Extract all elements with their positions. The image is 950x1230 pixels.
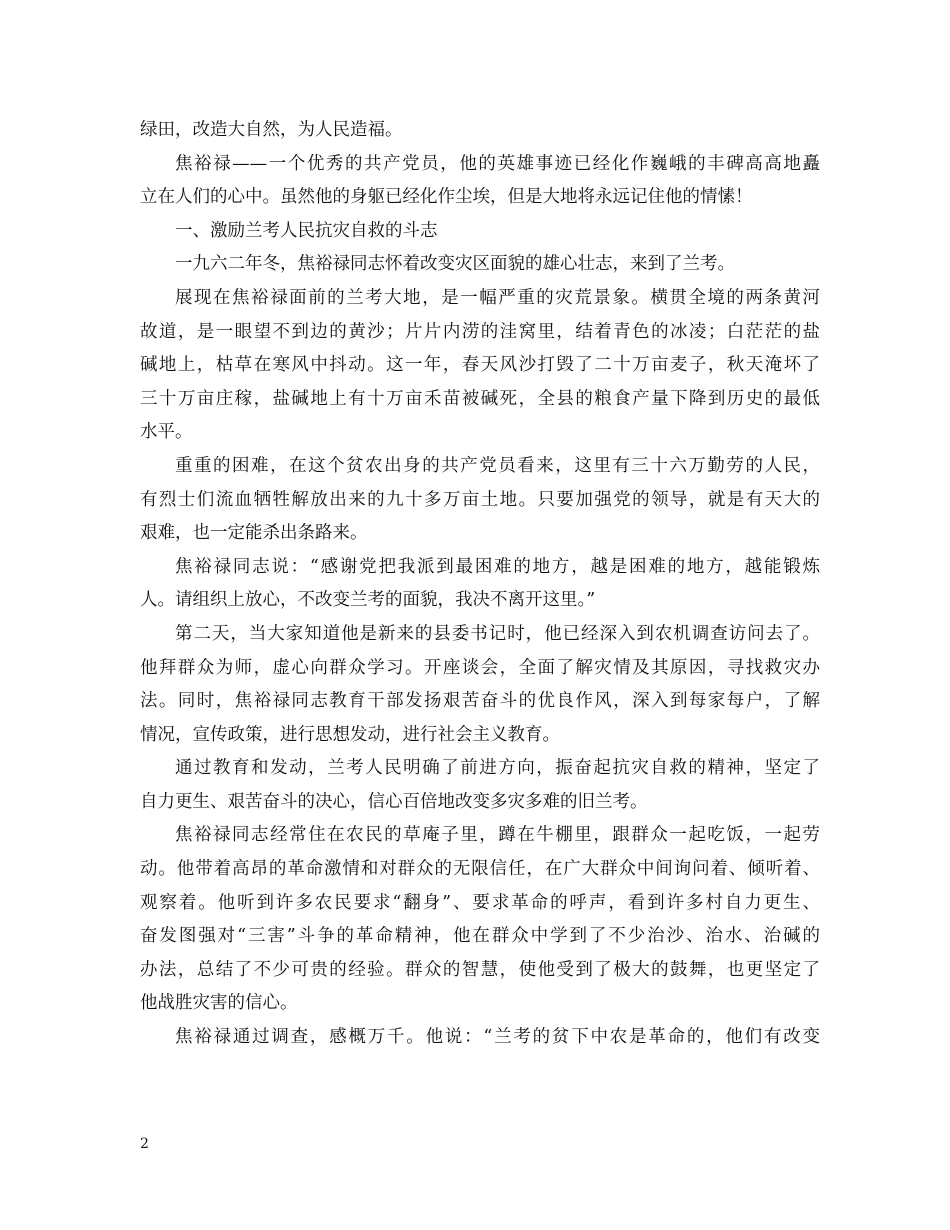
text-line: 办法，总结了不少可贵的经验。群众的智慧，使他受到了极大的鼓舞，也更坚定了: [140, 959, 820, 980]
text-line: 展现在焦裕禄面前的兰考大地，是一幅严重的灾荒景象。横贯全境的两条黄河: [175, 287, 820, 308]
paragraph: [140, 114, 820, 148]
text-line: 焦裕禄通过调查，感概万千。他说：“兰考的贫下中农是革命的，他们有改变: [175, 1027, 820, 1048]
text-line: 一九六二年冬，焦裕禄同志怀着改变灾区面貌的雄心壮志，来到了兰考。: [175, 254, 735, 275]
paragraph: [140, 819, 820, 1021]
paragraph: [140, 752, 820, 819]
text-line: 故道，是一眼望不到边的黄沙；片片内涝的洼窝里，结着青色的冰凌；白茫茫的盐: [140, 321, 820, 342]
text-line: 艰难，也一定能杀出条路来。: [140, 523, 368, 544]
text-line: 三十万亩庄稼，盐碱地上有十万亩禾苗被碱死，全县的粮食产量下降到历史的最低: [140, 388, 820, 409]
paragraph: [140, 148, 820, 215]
text-line: 绿田，改造大自然，为人民造福。: [140, 120, 403, 140]
text-line: 奋发图强对“三害”斗争的革命精神，他在群众中学到了不少治沙、治水、治碱的: [140, 926, 820, 947]
text-line: 法。同时，焦裕禄同志教育干部发扬艰苦奋斗的优良作风，深入到每家每户，了解: [140, 691, 820, 712]
paragraph: [140, 450, 820, 551]
text-line: 立在人们的心中。虽然他的身躯已经化作尘埃，但是大地将永远记住他的情愫！: [140, 187, 753, 208]
text-line: 他拜群众为师，虚心向群众学习。开座谈会，全面了解灾情及其原因，寻找救灾办: [140, 657, 820, 678]
paragraph: [140, 248, 820, 282]
text-line: 重重的困难，在这个贫农出身的共产党员看来，这里有三十六万勤劳的人民，: [175, 455, 820, 476]
text-line: 观察着。他听到许多农民要求“翻身”、要求革命的呼声，看到许多村自力更生、: [140, 892, 820, 913]
paragraph: [140, 551, 820, 618]
text-line: 人。请组织上放心，不改变兰考的面貌，我决不离开这里。”: [140, 590, 596, 611]
text-line: 情况，宣传政策，进行思想发动，进行社会主义教育。: [140, 724, 560, 745]
paragraph: [140, 282, 820, 450]
page-number: 2: [140, 1136, 149, 1152]
text-line: 有烈士们流血牺牲解放出来的九十多万亩土地。只要加强党的领导，就是有天大的: [140, 489, 820, 510]
paragraph: [140, 618, 820, 752]
text-line: 一、激励兰考人民抗灾自救的斗志: [175, 220, 438, 241]
paragraph: [140, 215, 820, 249]
text-line: 自力更生、艰苦奋斗的决心，信心百倍地改变多灾多难的旧兰考。: [140, 791, 648, 812]
text-line: 碱地上，枯草在寒风中抖动。这一年，春天风沙打毁了二十万亩麦子，秋天淹坏了: [140, 355, 820, 376]
body-text: [140, 114, 820, 1055]
text-line: 水平。: [140, 422, 193, 443]
text-line: 动。他带着高昂的革命激情和对群众的无限信任，在广大群众中间询问着、倾听着、: [140, 859, 820, 880]
text-line: 通过教育和发动，兰考人民明确了前进方向，振奋起抗灾自救的精神，坚定了: [175, 758, 820, 779]
paragraph: [140, 1021, 820, 1055]
text-line: 他战胜灾害的信心。: [140, 993, 298, 1014]
text-line: 第二天，当大家知道他是新来的县委书记时，他已经深入到农机调查访问去了。: [175, 623, 820, 644]
text-line: 焦裕禄同志说：“感谢党把我派到最困难的地方，越是困难的地方，越能锻炼: [175, 556, 820, 577]
text-line: 焦裕禄——一个优秀的共产党员，他的英雄事迹已经化作巍峨的丰碑高高地矗: [175, 153, 820, 174]
text-line: 焦裕禄同志经常住在农民的草庵子里，蹲在牛棚里，跟群众一起吃饭，一起劳: [175, 825, 820, 846]
